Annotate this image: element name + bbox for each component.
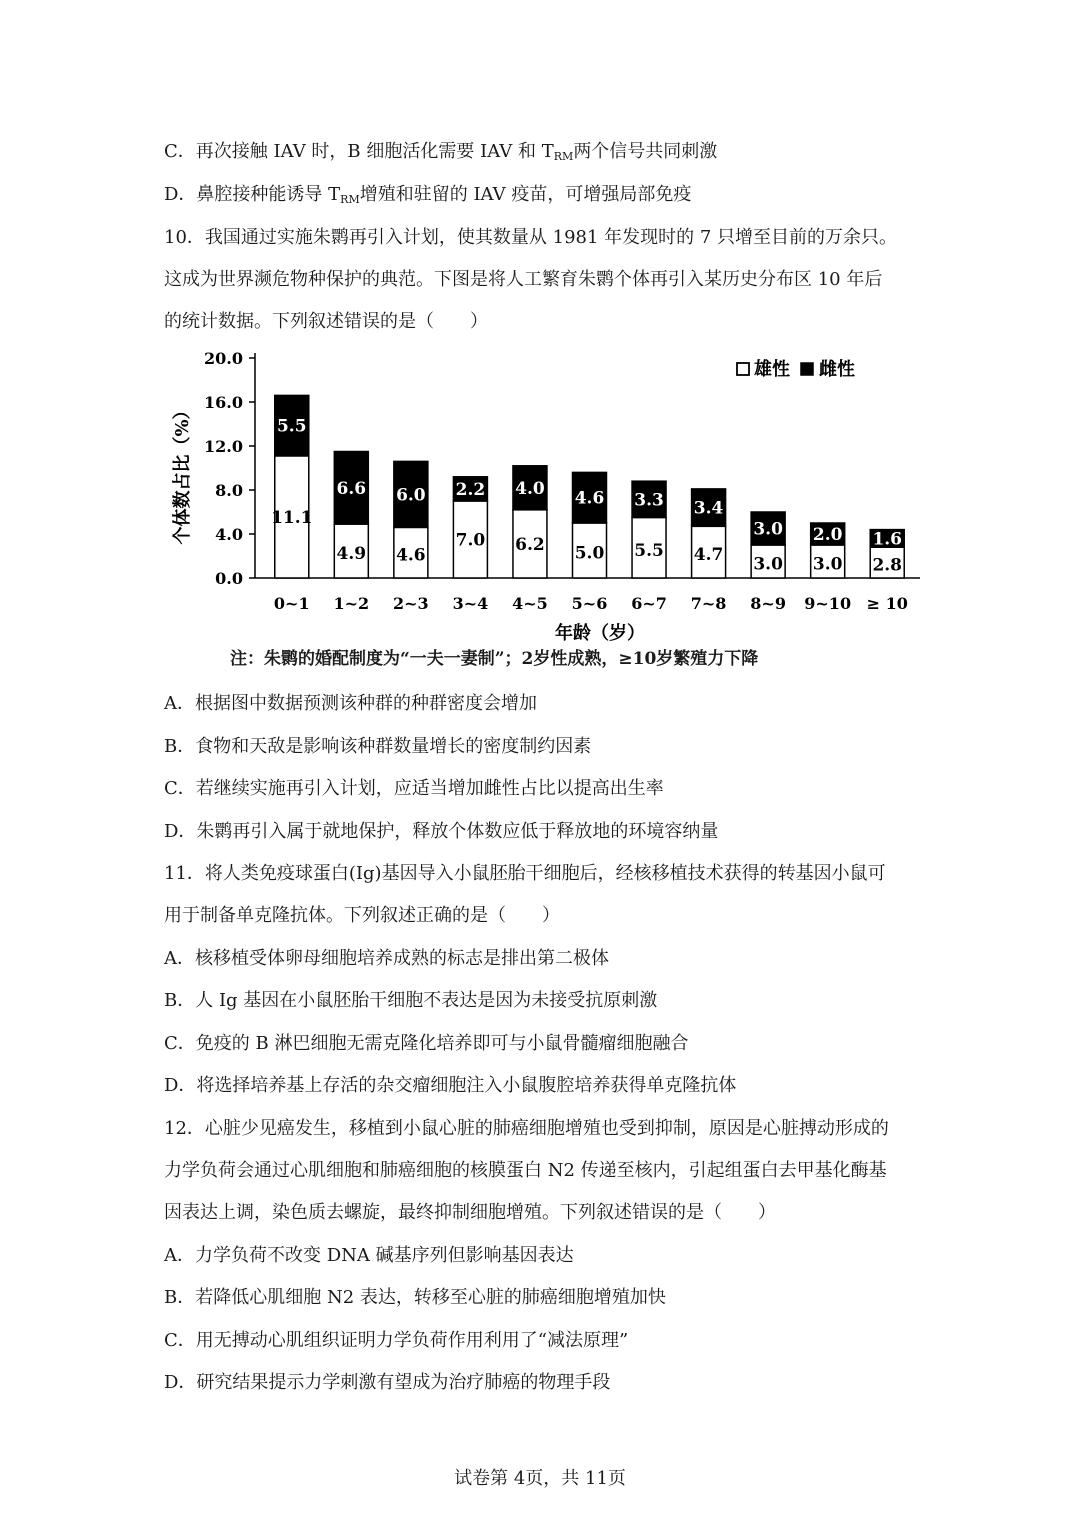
y-axis-label: 个体数占比（%）	[172, 401, 193, 545]
q11-stem-line-2: 用于制备单克隆抗体。下列叙述正确的是（ ）	[164, 905, 560, 926]
q11-option-a: A．核移植受体卵母细胞培养成熟的标志是排出第二极体	[164, 948, 609, 969]
data-label-female: 1.6	[872, 529, 903, 550]
data-label-male: 6.2	[515, 534, 545, 555]
q12-stem-line-1: 12．心脏少见癌发生，移植到小鼠心脏的肺癌细胞增殖也受到抑制，原因是心脏搏动形成的	[164, 1118, 889, 1139]
data-label-female: 3.3	[634, 490, 664, 511]
data-label-male: 11.1	[271, 507, 313, 528]
prev-option-c-text-2: 两个信号共同刺激	[573, 141, 718, 162]
data-label-female: 6.0	[396, 485, 426, 506]
legend-swatch-male	[737, 363, 749, 375]
data-label-male: 5.0	[574, 543, 605, 564]
y-tick-label: 8.0	[215, 481, 243, 500]
data-label-male: 7.0	[455, 530, 486, 551]
prev-option-d-text: D．鼻腔接种能诱导 T	[164, 184, 341, 205]
data-label-male: 4.6	[396, 545, 426, 566]
q11-option-b: B．人 Ig 基因在小鼠胚胎干细胞不表达是因为未接受抗原刺激	[164, 990, 658, 1011]
prev-option-c-text: C．再次接触 IAV 时，B 细胞活化需要 IAV 和 T	[164, 141, 554, 162]
q11-stem-line-1: 11．将人类免疫球蛋白(Ig)基因导入小鼠胚胎干细胞后，经核移植技术获得的转基因小鼠可	[164, 863, 886, 884]
q10-option-c: C．若继续实施再引入计划，应适当增加雌性占比以提高出生率	[164, 778, 664, 799]
y-tick-label: 12.0	[204, 437, 243, 456]
data-label-male: 3.0	[753, 554, 783, 575]
q12-option-c: C．用无搏动心肌组织证明力学负荷作用利用了“减法原理”	[164, 1330, 629, 1351]
x-tick-label: 2~3	[393, 594, 429, 613]
q10-stem-line-1: 10．我国通过实施朱鹮再引入计划，使其数量从 1981 年发现时的 7 只增至目前的万余只。	[164, 227, 898, 248]
y-tick-label: 16.0	[204, 393, 243, 412]
legend-label-male: 雄性	[754, 359, 790, 380]
chart-legend	[737, 358, 855, 380]
prev-option-d	[164, 183, 691, 212]
x-tick-label: 1~2	[333, 594, 370, 613]
data-label-female: 3.4	[693, 498, 724, 519]
y-axis-title	[171, 401, 193, 544]
legend-swatch-female	[801, 363, 813, 375]
chart-note: 注：朱鹮的婚配制度为“一夫一妻制”；2岁性成熟，≥10岁繁殖力下降	[230, 649, 759, 669]
y-tick-label: 0.0	[215, 569, 243, 588]
x-tick-label: 7~8	[690, 594, 727, 613]
q10-stem-line-3: 的统计数据。下列叙述错误的是（ ）	[164, 311, 488, 332]
data-label-female: 6.6	[336, 478, 367, 499]
q12-option-b: B．若降低心肌细胞 N2 表达，转移至心脏的肺癌细胞增殖加快	[164, 1287, 666, 1308]
prev-option-d-text-2: 增殖和驻留的 IAV 疫苗，可增强局部免疫	[359, 184, 692, 205]
data-label-male: 3.0	[812, 554, 843, 575]
x-tick-label: 3~4	[452, 594, 489, 613]
data-label-male: 4.9	[336, 544, 367, 565]
x-tick-label: 8~9	[750, 594, 786, 613]
prev-option-c	[164, 140, 717, 169]
q10-option-a: A．根据图中数据预测该种群的种群密度会增加	[164, 693, 537, 714]
q11-option-d: D．将选择培养基上存活的杂交瘤细胞注入小鼠腹腔培养获得单克隆抗体	[164, 1075, 737, 1096]
q10-option-d: D．朱鹮再引入属于就地保护，释放个体数应低于释放地的环境容纳量	[164, 821, 719, 842]
y-tick-label: 4.0	[215, 525, 243, 544]
age-structure-chart	[160, 345, 940, 675]
x-tick-label: 5~6	[571, 594, 608, 613]
q12-stem-line-3: 因表达上调，染色质去螺旋，最终抑制细胞增殖。下列叙述错误的是（ ）	[164, 1202, 776, 1223]
data-label-female: 4.0	[515, 478, 545, 499]
y-tick-label: 20.0	[204, 349, 243, 368]
data-label-female: 4.6	[574, 488, 605, 509]
x-tick-label: 9~10	[804, 594, 852, 613]
data-label-female: 3.0	[753, 519, 783, 540]
q10-stem-line-2: 这成为世界濒危物种保护的典范。下图是将人工繁育朱鹮个体再引入某历史分布区 10 年后	[164, 269, 883, 290]
x-tick-label: 0~1	[273, 594, 310, 613]
q11-option-c: C．免疫的 B 淋巴细胞无需克隆化培养即可与小鼠骨髓瘤细胞融合	[164, 1033, 689, 1054]
subscript-rm: RM	[340, 193, 360, 206]
data-label-female: 2.2	[455, 479, 486, 500]
q10-option-b: B．食物和天敌是影响该种群数量增长的密度制约因素	[164, 736, 592, 757]
q12-option-a: A．力学负荷不改变 DNA 碱基序列但影响基因表达	[164, 1245, 574, 1266]
data-label-female: 5.5	[276, 416, 307, 437]
x-tick-label: 4~5	[512, 594, 548, 613]
x-tick-label: ≥ 10	[866, 594, 908, 613]
q12-option-d: D．研究结果提示力学刺激有望成为治疗肺癌的物理手段	[164, 1372, 611, 1393]
q12-stem-line-2: 力学负荷会通过心肌细胞和肺癌细胞的核膜蛋白 N2 传递至核内，引起组蛋白去甲基化酶基	[164, 1160, 887, 1181]
data-label-male: 4.7	[693, 545, 724, 566]
subscript-rm: RM	[553, 150, 574, 163]
x-axis-label: 年龄（岁）	[555, 623, 645, 644]
data-label-male: 2.8	[872, 555, 903, 576]
page-footer: 试卷第 4页，共 11页	[454, 1468, 626, 1489]
data-label-male: 5.5	[634, 540, 664, 561]
x-tick-label: 6~7	[631, 594, 667, 613]
data-label-female: 2.0	[812, 525, 843, 545]
legend-label-female: 雌性	[819, 359, 855, 380]
